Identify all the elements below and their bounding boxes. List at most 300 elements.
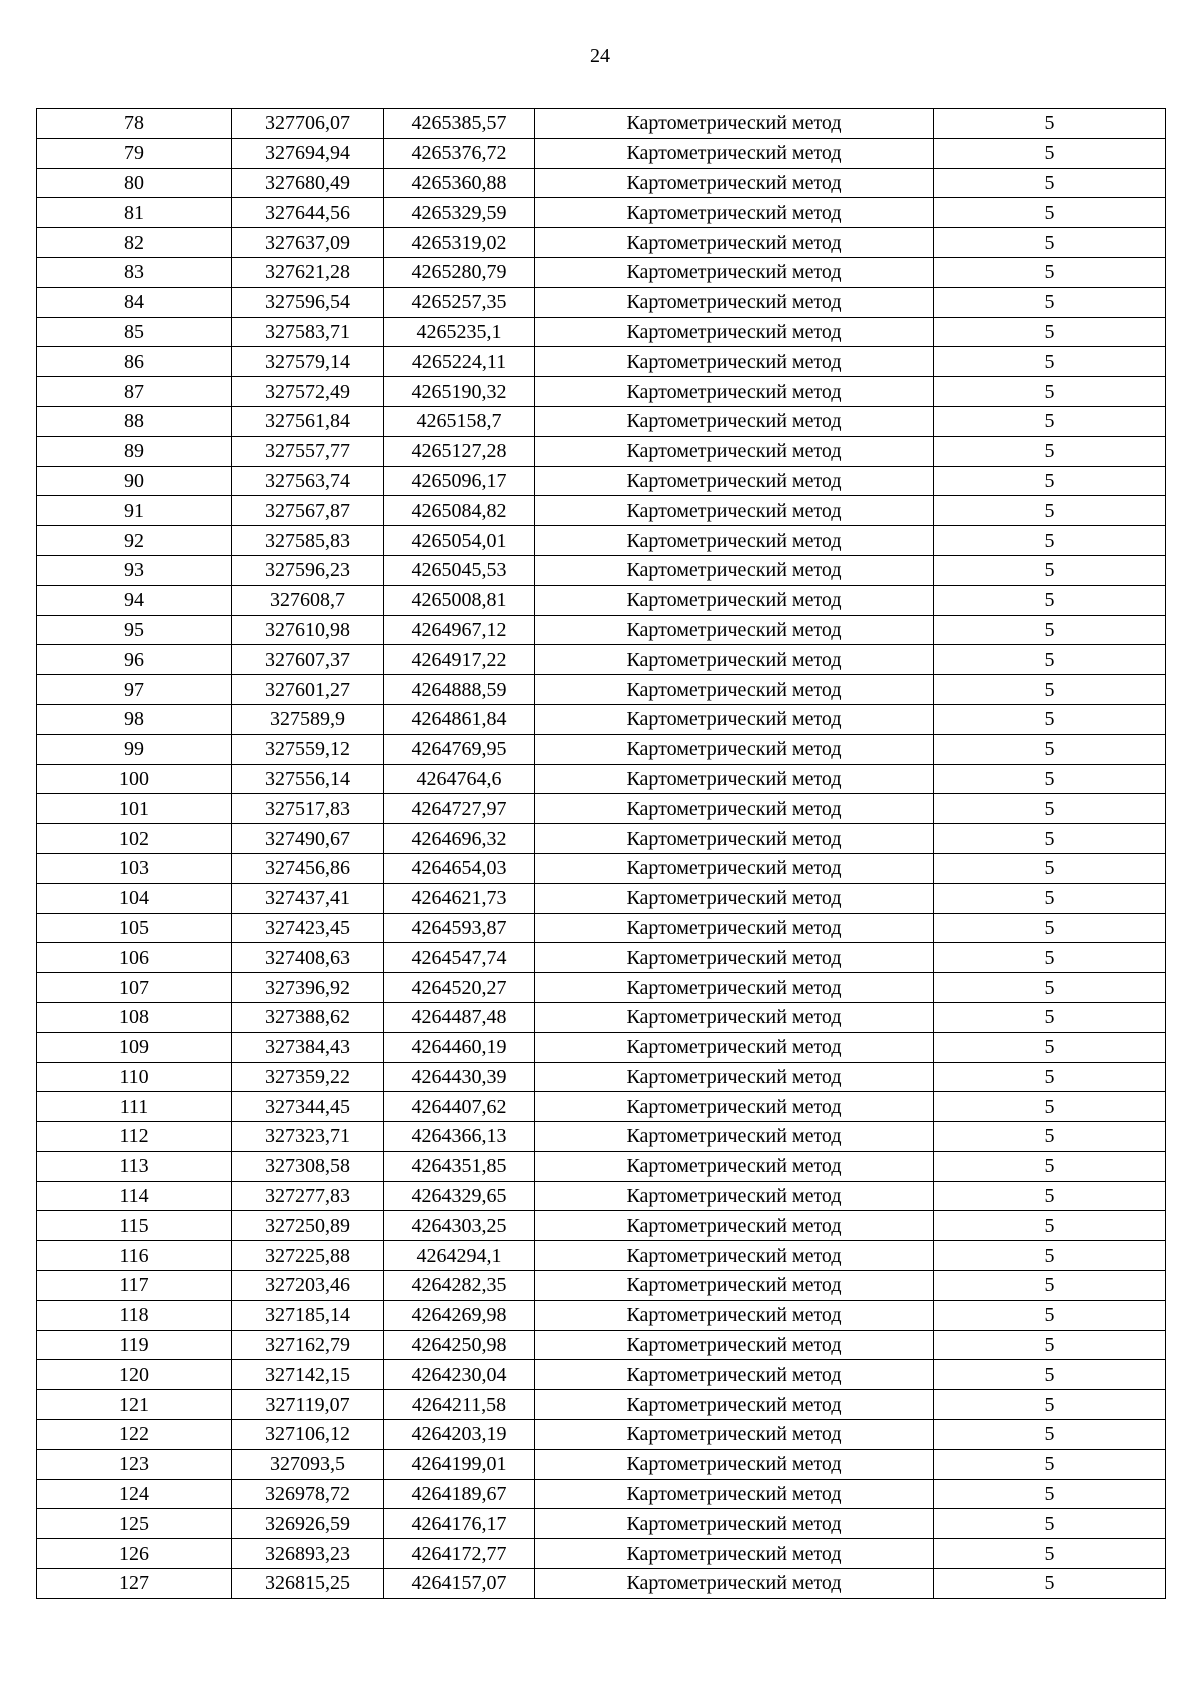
- point-number-cell: 107: [37, 973, 232, 1003]
- point-number-cell: 84: [37, 287, 232, 317]
- y-coordinate-cell: 4264520,27: [384, 973, 535, 1003]
- x-coordinate-cell: 327185,14: [232, 1300, 384, 1330]
- point-number-cell: 95: [37, 615, 232, 645]
- method-cell: Картометрический метод: [535, 526, 934, 556]
- table-row: [37, 1271, 1166, 1301]
- y-coordinate-cell: 4264430,39: [384, 1062, 535, 1092]
- table-row: [37, 1360, 1166, 1390]
- accuracy-cell: 5: [934, 1420, 1166, 1450]
- y-coordinate-cell: 4265224,11: [384, 347, 535, 377]
- point-number-cell: 89: [37, 436, 232, 466]
- table-row: [37, 1151, 1166, 1181]
- page-number: 24: [590, 45, 610, 67]
- y-coordinate-cell: 4265329,59: [384, 198, 535, 228]
- point-number-cell: 104: [37, 883, 232, 913]
- table-row: [37, 1390, 1166, 1420]
- table-row: [37, 198, 1166, 228]
- method-cell: Картометрический метод: [535, 853, 934, 883]
- table-row: [37, 526, 1166, 556]
- y-coordinate-cell: 4264294,1: [384, 1241, 535, 1271]
- point-number-cell: 106: [37, 943, 232, 973]
- y-coordinate-cell: 4264547,74: [384, 943, 535, 973]
- method-cell: Картометрический метод: [535, 109, 934, 139]
- point-number-cell: 90: [37, 466, 232, 496]
- point-number-cell: 92: [37, 526, 232, 556]
- point-number-cell: 114: [37, 1181, 232, 1211]
- table-row: [37, 883, 1166, 913]
- point-number-cell: 79: [37, 138, 232, 168]
- accuracy-cell: 5: [934, 1569, 1166, 1599]
- method-cell: Картометрический метод: [535, 168, 934, 198]
- x-coordinate-cell: 327388,62: [232, 1002, 384, 1032]
- method-cell: Картометрический метод: [535, 1539, 934, 1569]
- table-row: [37, 1241, 1166, 1271]
- y-coordinate-cell: 4265360,88: [384, 168, 535, 198]
- table-row: [37, 794, 1166, 824]
- method-cell: Картометрический метод: [535, 496, 934, 526]
- x-coordinate-cell: 327384,43: [232, 1032, 384, 1062]
- point-number-cell: 127: [37, 1569, 232, 1599]
- y-coordinate-cell: 4264764,6: [384, 764, 535, 794]
- accuracy-cell: 5: [934, 496, 1166, 526]
- point-number-cell: 101: [37, 794, 232, 824]
- accuracy-cell: 5: [934, 1092, 1166, 1122]
- accuracy-cell: 5: [934, 1300, 1166, 1330]
- y-coordinate-cell: 4265096,17: [384, 466, 535, 496]
- accuracy-cell: 5: [934, 1002, 1166, 1032]
- point-number-cell: 97: [37, 675, 232, 705]
- x-coordinate-cell: 327596,54: [232, 287, 384, 317]
- table-row: [37, 615, 1166, 645]
- method-cell: Картометрический метод: [535, 943, 934, 973]
- method-cell: Картометрический метод: [535, 1181, 934, 1211]
- x-coordinate-cell: 327608,7: [232, 585, 384, 615]
- table-row: [37, 1569, 1166, 1599]
- accuracy-cell: 5: [934, 1271, 1166, 1301]
- method-cell: Картометрический метод: [535, 824, 934, 854]
- method-cell: Картометрический метод: [535, 1300, 934, 1330]
- table-row: [37, 1122, 1166, 1152]
- method-cell: Картометрический метод: [535, 257, 934, 287]
- table-row: [37, 287, 1166, 317]
- point-number-cell: 119: [37, 1330, 232, 1360]
- x-coordinate-cell: 327162,79: [232, 1330, 384, 1360]
- x-coordinate-cell: 327359,22: [232, 1062, 384, 1092]
- method-cell: Картометрический метод: [535, 436, 934, 466]
- table-row: [37, 853, 1166, 883]
- point-number-cell: 111: [37, 1092, 232, 1122]
- y-coordinate-cell: 4264967,12: [384, 615, 535, 645]
- y-coordinate-cell: 4265235,1: [384, 317, 535, 347]
- method-cell: Картометрический метод: [535, 1092, 934, 1122]
- table-row: [37, 704, 1166, 734]
- accuracy-cell: 5: [934, 1390, 1166, 1420]
- x-coordinate-cell: 327408,63: [232, 943, 384, 973]
- x-coordinate-cell: 326893,23: [232, 1539, 384, 1569]
- method-cell: Картометрический метод: [535, 764, 934, 794]
- x-coordinate-cell: 327585,83: [232, 526, 384, 556]
- y-coordinate-cell: 4264250,98: [384, 1330, 535, 1360]
- table-body: [37, 109, 1166, 1599]
- table-row: [37, 645, 1166, 675]
- table-row: [37, 764, 1166, 794]
- table-row: [37, 585, 1166, 615]
- y-coordinate-cell: 4265190,32: [384, 377, 535, 407]
- point-number-cell: 126: [37, 1539, 232, 1569]
- x-coordinate-cell: 327601,27: [232, 675, 384, 705]
- y-coordinate-cell: 4264269,98: [384, 1300, 535, 1330]
- y-coordinate-cell: 4264230,04: [384, 1360, 535, 1390]
- method-cell: Картометрический метод: [535, 1151, 934, 1181]
- x-coordinate-cell: 327225,88: [232, 1241, 384, 1271]
- table-row: [37, 1420, 1166, 1450]
- y-coordinate-cell: 4264157,07: [384, 1569, 535, 1599]
- point-number-cell: 85: [37, 317, 232, 347]
- y-coordinate-cell: 4264861,84: [384, 704, 535, 734]
- x-coordinate-cell: 327579,14: [232, 347, 384, 377]
- point-number-cell: 80: [37, 168, 232, 198]
- x-coordinate-cell: 327706,07: [232, 109, 384, 139]
- accuracy-cell: 5: [934, 1241, 1166, 1271]
- method-cell: Картометрический метод: [535, 973, 934, 1003]
- method-cell: Картометрический метод: [535, 615, 934, 645]
- x-coordinate-cell: 327644,56: [232, 198, 384, 228]
- method-cell: Картометрический метод: [535, 1002, 934, 1032]
- x-coordinate-cell: 327583,71: [232, 317, 384, 347]
- x-coordinate-cell: 327557,77: [232, 436, 384, 466]
- table-row: [37, 1539, 1166, 1569]
- accuracy-cell: 5: [934, 1122, 1166, 1152]
- method-cell: Картометрический метод: [535, 675, 934, 705]
- x-coordinate-cell: 327106,12: [232, 1420, 384, 1450]
- accuracy-cell: 5: [934, 615, 1166, 645]
- x-coordinate-cell: 327456,86: [232, 853, 384, 883]
- accuracy-cell: 5: [934, 1151, 1166, 1181]
- method-cell: Картометрический метод: [535, 1032, 934, 1062]
- x-coordinate-cell: 327344,45: [232, 1092, 384, 1122]
- method-cell: Картометрический метод: [535, 704, 934, 734]
- table-row: [37, 1032, 1166, 1062]
- accuracy-cell: 5: [934, 943, 1166, 973]
- point-number-cell: 108: [37, 1002, 232, 1032]
- y-coordinate-cell: 4264696,32: [384, 824, 535, 854]
- accuracy-cell: 5: [934, 466, 1166, 496]
- table-row: [37, 734, 1166, 764]
- table-row: [37, 1002, 1166, 1032]
- coordinates-table: [36, 108, 1166, 1599]
- y-coordinate-cell: 4264460,19: [384, 1032, 535, 1062]
- accuracy-cell: 5: [934, 377, 1166, 407]
- y-coordinate-cell: 4264407,62: [384, 1092, 535, 1122]
- y-coordinate-cell: 4264487,48: [384, 1002, 535, 1032]
- point-number-cell: 99: [37, 734, 232, 764]
- table-row: [37, 1062, 1166, 1092]
- table-row: [37, 1211, 1166, 1241]
- point-number-cell: 123: [37, 1449, 232, 1479]
- table-row: [37, 466, 1166, 496]
- accuracy-cell: 5: [934, 168, 1166, 198]
- y-coordinate-cell: 4264211,58: [384, 1390, 535, 1420]
- y-coordinate-cell: 4264329,65: [384, 1181, 535, 1211]
- point-number-cell: 122: [37, 1420, 232, 1450]
- y-coordinate-cell: 4265376,72: [384, 138, 535, 168]
- table-row: [37, 1479, 1166, 1509]
- x-coordinate-cell: 327437,41: [232, 883, 384, 913]
- table-row: [37, 1330, 1166, 1360]
- y-coordinate-cell: 4264351,85: [384, 1151, 535, 1181]
- y-coordinate-cell: 4265045,53: [384, 555, 535, 585]
- table-row: [37, 109, 1166, 139]
- y-coordinate-cell: 4264621,73: [384, 883, 535, 913]
- table-row: [37, 257, 1166, 287]
- accuracy-cell: 5: [934, 824, 1166, 854]
- table-row: [37, 555, 1166, 585]
- y-coordinate-cell: 4264917,22: [384, 645, 535, 675]
- table-row: [37, 973, 1166, 1003]
- accuracy-cell: 5: [934, 228, 1166, 258]
- method-cell: Картометрический метод: [535, 317, 934, 347]
- y-coordinate-cell: 4264172,77: [384, 1539, 535, 1569]
- method-cell: Картометрический метод: [535, 883, 934, 913]
- method-cell: Картометрический метод: [535, 1479, 934, 1509]
- point-number-cell: 83: [37, 257, 232, 287]
- point-number-cell: 103: [37, 853, 232, 883]
- x-coordinate-cell: 327308,58: [232, 1151, 384, 1181]
- accuracy-cell: 5: [934, 764, 1166, 794]
- table-row: [37, 1181, 1166, 1211]
- accuracy-cell: 5: [934, 675, 1166, 705]
- accuracy-cell: 5: [934, 1211, 1166, 1241]
- accuracy-cell: 5: [934, 645, 1166, 675]
- y-coordinate-cell: 4265084,82: [384, 496, 535, 526]
- table-row: [37, 675, 1166, 705]
- point-number-cell: 118: [37, 1300, 232, 1330]
- x-coordinate-cell: 327572,49: [232, 377, 384, 407]
- point-number-cell: 78: [37, 109, 232, 139]
- table-row: [37, 436, 1166, 466]
- method-cell: Картометрический метод: [535, 377, 934, 407]
- table-row: [37, 317, 1166, 347]
- x-coordinate-cell: 327621,28: [232, 257, 384, 287]
- point-number-cell: 124: [37, 1479, 232, 1509]
- y-coordinate-cell: 4264366,13: [384, 1122, 535, 1152]
- x-coordinate-cell: 327694,94: [232, 138, 384, 168]
- point-number-cell: 105: [37, 913, 232, 943]
- accuracy-cell: 5: [934, 973, 1166, 1003]
- point-number-cell: 87: [37, 377, 232, 407]
- table-row: [37, 138, 1166, 168]
- point-number-cell: 112: [37, 1122, 232, 1152]
- method-cell: Картометрический метод: [535, 1271, 934, 1301]
- method-cell: Картометрический метод: [535, 1420, 934, 1450]
- accuracy-cell: 5: [934, 317, 1166, 347]
- point-number-cell: 115: [37, 1211, 232, 1241]
- x-coordinate-cell: 327517,83: [232, 794, 384, 824]
- accuracy-cell: 5: [934, 436, 1166, 466]
- point-number-cell: 125: [37, 1509, 232, 1539]
- accuracy-cell: 5: [934, 585, 1166, 615]
- accuracy-cell: 5: [934, 406, 1166, 436]
- point-number-cell: 121: [37, 1390, 232, 1420]
- x-coordinate-cell: 327556,14: [232, 764, 384, 794]
- point-number-cell: 88: [37, 406, 232, 436]
- x-coordinate-cell: 327142,15: [232, 1360, 384, 1390]
- method-cell: Картометрический метод: [535, 1390, 934, 1420]
- x-coordinate-cell: 327610,98: [232, 615, 384, 645]
- accuracy-cell: 5: [934, 704, 1166, 734]
- table-row: [37, 913, 1166, 943]
- method-cell: Картометрический метод: [535, 138, 934, 168]
- y-coordinate-cell: 4265385,57: [384, 109, 535, 139]
- table-row: [37, 168, 1166, 198]
- method-cell: Картометрический метод: [535, 585, 934, 615]
- table-row: [37, 1092, 1166, 1122]
- accuracy-cell: 5: [934, 1360, 1166, 1390]
- accuracy-cell: 5: [934, 853, 1166, 883]
- accuracy-cell: 5: [934, 1032, 1166, 1062]
- method-cell: Картометрический метод: [535, 198, 934, 228]
- method-cell: Картометрический метод: [535, 1509, 934, 1539]
- method-cell: Картометрический метод: [535, 1330, 934, 1360]
- x-coordinate-cell: 327396,92: [232, 973, 384, 1003]
- method-cell: Картометрический метод: [535, 287, 934, 317]
- y-coordinate-cell: 4264727,97: [384, 794, 535, 824]
- accuracy-cell: 5: [934, 1449, 1166, 1479]
- table-row: [37, 1509, 1166, 1539]
- point-number-cell: 117: [37, 1271, 232, 1301]
- accuracy-cell: 5: [934, 1181, 1166, 1211]
- method-cell: Картометрический метод: [535, 1569, 934, 1599]
- method-cell: Картометрический метод: [535, 406, 934, 436]
- x-coordinate-cell: 327323,71: [232, 1122, 384, 1152]
- x-coordinate-cell: 327680,49: [232, 168, 384, 198]
- accuracy-cell: 5: [934, 287, 1166, 317]
- x-coordinate-cell: 327423,45: [232, 913, 384, 943]
- point-number-cell: 113: [37, 1151, 232, 1181]
- point-number-cell: 94: [37, 585, 232, 615]
- point-number-cell: 120: [37, 1360, 232, 1390]
- table-row: [37, 1300, 1166, 1330]
- method-cell: Картометрический метод: [535, 913, 934, 943]
- accuracy-cell: 5: [934, 1330, 1166, 1360]
- accuracy-cell: 5: [934, 198, 1166, 228]
- point-number-cell: 109: [37, 1032, 232, 1062]
- x-coordinate-cell: 327567,87: [232, 496, 384, 526]
- x-coordinate-cell: 326815,25: [232, 1569, 384, 1599]
- accuracy-cell: 5: [934, 883, 1166, 913]
- y-coordinate-cell: 4265127,28: [384, 436, 535, 466]
- method-cell: Картометрический метод: [535, 1062, 934, 1092]
- accuracy-cell: 5: [934, 1062, 1166, 1092]
- accuracy-cell: 5: [934, 1539, 1166, 1569]
- point-number-cell: 82: [37, 228, 232, 258]
- y-coordinate-cell: 4265257,35: [384, 287, 535, 317]
- x-coordinate-cell: 327596,23: [232, 555, 384, 585]
- point-number-cell: 96: [37, 645, 232, 675]
- point-number-cell: 110: [37, 1062, 232, 1092]
- accuracy-cell: 5: [934, 347, 1166, 377]
- x-coordinate-cell: 327277,83: [232, 1181, 384, 1211]
- accuracy-cell: 5: [934, 526, 1166, 556]
- table-row: [37, 496, 1166, 526]
- y-coordinate-cell: 4264654,03: [384, 853, 535, 883]
- y-coordinate-cell: 4265054,01: [384, 526, 535, 556]
- table-row: [37, 406, 1166, 436]
- table-row: [37, 824, 1166, 854]
- point-number-cell: 116: [37, 1241, 232, 1271]
- x-coordinate-cell: 326926,59: [232, 1509, 384, 1539]
- x-coordinate-cell: 327637,09: [232, 228, 384, 258]
- table-row: [37, 377, 1166, 407]
- x-coordinate-cell: 327561,84: [232, 406, 384, 436]
- x-coordinate-cell: 327490,67: [232, 824, 384, 854]
- x-coordinate-cell: 327203,46: [232, 1271, 384, 1301]
- point-number-cell: 81: [37, 198, 232, 228]
- x-coordinate-cell: 327607,37: [232, 645, 384, 675]
- y-coordinate-cell: 4265280,79: [384, 257, 535, 287]
- table-row: [37, 943, 1166, 973]
- accuracy-cell: 5: [934, 257, 1166, 287]
- method-cell: Картометрический метод: [535, 645, 934, 675]
- x-coordinate-cell: 327119,07: [232, 1390, 384, 1420]
- y-coordinate-cell: 4264303,25: [384, 1211, 535, 1241]
- method-cell: Картометрический метод: [535, 794, 934, 824]
- method-cell: Картометрический метод: [535, 555, 934, 585]
- y-coordinate-cell: 4264888,59: [384, 675, 535, 705]
- y-coordinate-cell: 4265158,7: [384, 406, 535, 436]
- accuracy-cell: 5: [934, 913, 1166, 943]
- x-coordinate-cell: 327589,9: [232, 704, 384, 734]
- accuracy-cell: 5: [934, 734, 1166, 764]
- y-coordinate-cell: 4265008,81: [384, 585, 535, 615]
- accuracy-cell: 5: [934, 1509, 1166, 1539]
- accuracy-cell: 5: [934, 555, 1166, 585]
- table-row: [37, 347, 1166, 377]
- accuracy-cell: 5: [934, 109, 1166, 139]
- x-coordinate-cell: 327250,89: [232, 1211, 384, 1241]
- table-row: [37, 1449, 1166, 1479]
- y-coordinate-cell: 4265319,02: [384, 228, 535, 258]
- method-cell: Картометрический метод: [535, 466, 934, 496]
- accuracy-cell: 5: [934, 138, 1166, 168]
- method-cell: Картометрический метод: [535, 1211, 934, 1241]
- x-coordinate-cell: 327563,74: [232, 466, 384, 496]
- accuracy-cell: 5: [934, 794, 1166, 824]
- method-cell: Картометрический метод: [535, 1241, 934, 1271]
- accuracy-cell: 5: [934, 1479, 1166, 1509]
- method-cell: Картометрический метод: [535, 1449, 934, 1479]
- x-coordinate-cell: 327559,12: [232, 734, 384, 764]
- table-row: [37, 228, 1166, 258]
- method-cell: Картометрический метод: [535, 347, 934, 377]
- point-number-cell: 100: [37, 764, 232, 794]
- method-cell: Картометрический метод: [535, 1122, 934, 1152]
- y-coordinate-cell: 4264203,19: [384, 1420, 535, 1450]
- method-cell: Картометрический метод: [535, 1360, 934, 1390]
- x-coordinate-cell: 326978,72: [232, 1479, 384, 1509]
- method-cell: Картометрический метод: [535, 228, 934, 258]
- y-coordinate-cell: 4264593,87: [384, 913, 535, 943]
- x-coordinate-cell: 327093,5: [232, 1449, 384, 1479]
- point-number-cell: 98: [37, 704, 232, 734]
- point-number-cell: 93: [37, 555, 232, 585]
- y-coordinate-cell: 4264176,17: [384, 1509, 535, 1539]
- y-coordinate-cell: 4264199,01: [384, 1449, 535, 1479]
- y-coordinate-cell: 4264769,95: [384, 734, 535, 764]
- y-coordinate-cell: 4264282,35: [384, 1271, 535, 1301]
- y-coordinate-cell: 4264189,67: [384, 1479, 535, 1509]
- point-number-cell: 102: [37, 824, 232, 854]
